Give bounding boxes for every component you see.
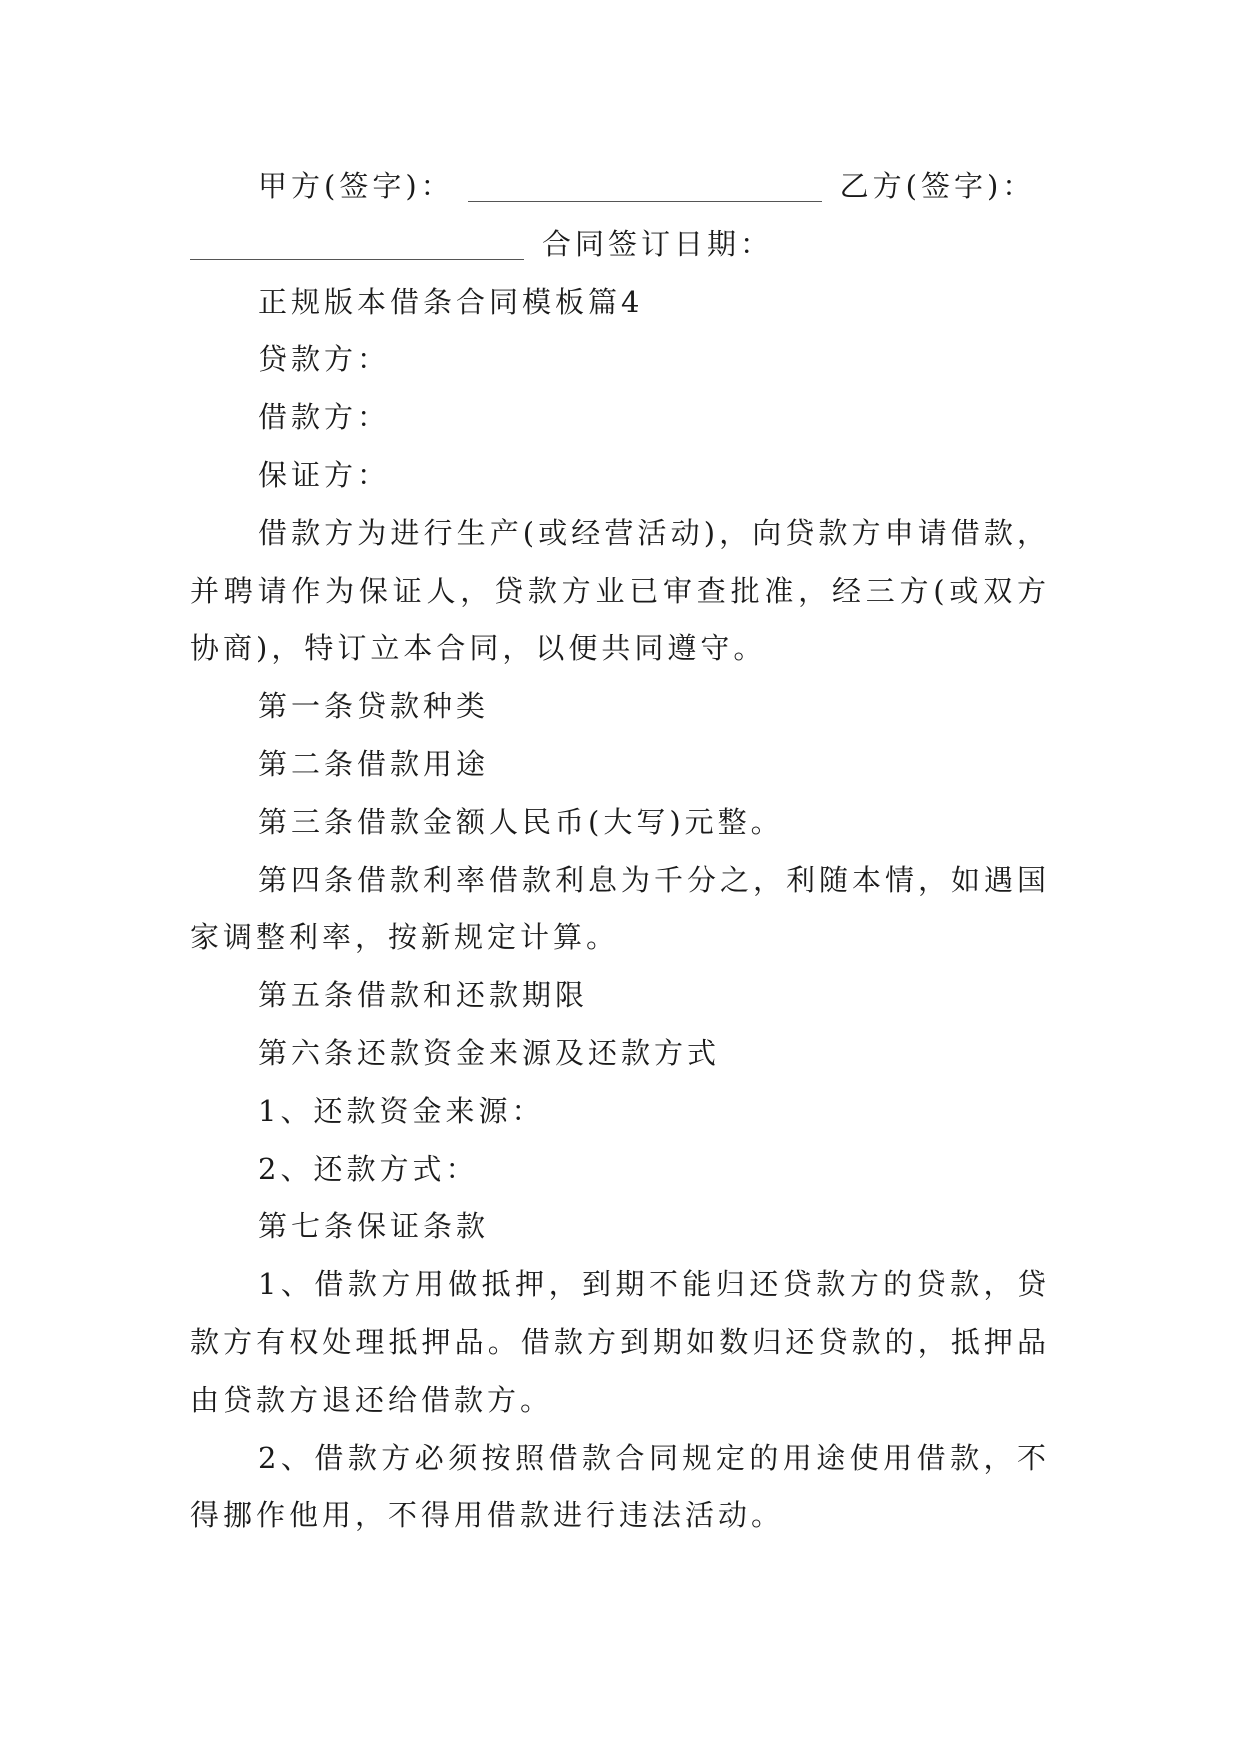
article-6-heading: 第六条还款资金来源及还款方式 [258,1035,721,1070]
party-b-signature-label: 乙方(签字)： [839,169,1036,203]
party-a-signature-label: 甲方(签字)： [258,169,454,203]
repayment-method-item: 2、还款方式： [258,1151,479,1186]
repayment-source-item: 1、还款资金来源： [258,1093,545,1128]
section-title: 正规版本借条合同模板篇4 [258,284,644,319]
article-3-paragraph: 第三条借款金额人民币(大写)元整。 [258,804,784,839]
preamble-paragraph: 借款方为进行生产(或经营活动)，向贷款方申请借款，并聘请作为保证人，贷款方业已审查批准，经三方(或双方协商)，特订立本合同，以便共同遵守。 [190,515,1050,666]
article-4-paragraph: 第四条借款利率借款利息为千分之，利随本情，如遇国家调整利率，按新规定计算。 [190,862,1051,955]
document-body [190,158,1050,1545]
signature-line-parties [190,158,1050,216]
contract-date-label: 合同签订日期： [542,226,774,261]
lender-line: 贷款方： [258,342,391,377]
party-a-signature-blank [468,169,822,202]
article-5-heading: 第五条借款和还款期限 [258,978,589,1013]
guarantee-clause-2: 2、借款方必须按照借款合同规定的用途使用借款，不得挪作他用，不得用借款进行违法活动。 [190,1440,1050,1533]
guarantor-line: 保证方： [258,457,391,492]
article-2-heading: 第二条借款用途 [258,746,490,781]
article-1-heading: 第一条贷款种类 [258,689,490,724]
article-7-heading: 第七条保证条款 [258,1209,490,1244]
party-b-signature-blank [190,227,524,260]
borrower-line: 借款方： [258,400,391,435]
signature-line-date [190,216,1050,274]
guarantee-clause-1: 1、借款方用做抵押，到期不能归还贷款方的贷款，贷款方有权处理抵押品。借款方到期如数归还贷款的，抵押品由贷款方退还给借款方。 [190,1267,1050,1417]
